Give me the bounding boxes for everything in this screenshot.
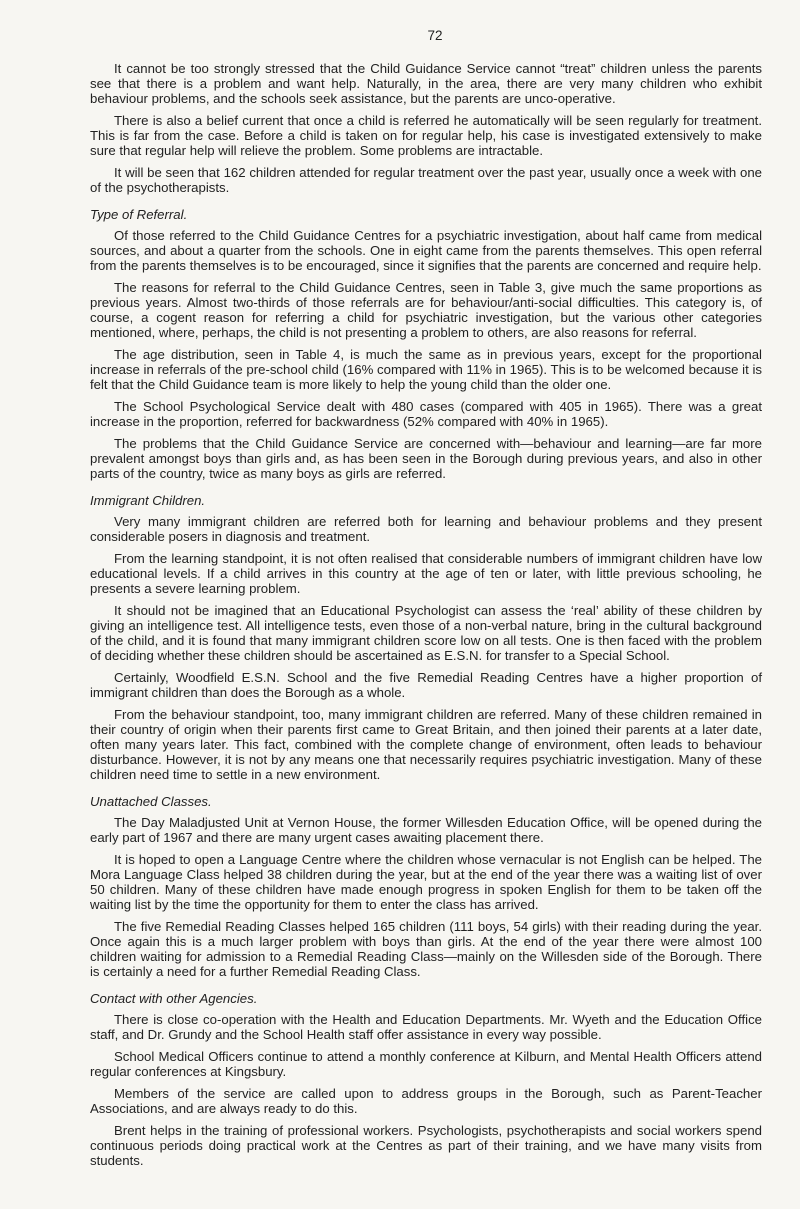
paragraph: From the behaviour standpoint, too, many immigrant children are referred. Many of these children remained in their country of origin when their parents first came to Great Britain, and then joined their parents at a later date, often many years later. This fact, combined with the complete change of environment, often leads to behaviour disturbance. However, it is not by any means one that necessarily requires psychiatric investigation. Many of these children need time to settle in a new environment. — [90, 707, 762, 782]
intro-paragraph-1: It cannot be too strongly stressed that the Child Guidance Service cannot “treat” children unless the parents see that there is a problem and want help. Naturally, in the area, there are very many children who exhibit behaviour problems, and the schools seek assistance, but the parents are unco-operative. — [90, 61, 762, 106]
section-unattached-classes — [90, 794, 762, 979]
paragraph: Very many immigrant children are referred both for learning and behaviour problems and they present considerable posers in diagnosis and treatment. — [90, 514, 762, 544]
section-heading: Contact with other Agencies. — [90, 991, 258, 1006]
paragraph: The problems that the Child Guidance Service are concerned with—behaviour and learning—are far more prevalent amongst boys than girls and, as has been seen in the Borough during previous years, and also in other parts of the country, twice as many boys as girls are referred. — [90, 436, 762, 481]
paragraph: Of those referred to the Child Guidance Centres for a psychiatric investigation, about half came from medical sources, and about a quarter from the schools. One in eight came from the parents themselves. This open referral from the parents themselves is to be encouraged, since it signifies that the parents are concerned and require help. — [90, 228, 762, 273]
section-type-of-referral — [90, 207, 762, 481]
paragraph: There is close co-operation with the Health and Education Departments. Mr. Wyeth and the Education Office staff, and Dr. Grundy and the School Health staff offer assistance in every way possible. — [90, 1012, 762, 1042]
intro-paragraph-3: It will be seen that 162 children attended for regular treatment over the past year, usually once a week with one of the psychotherapists. — [90, 165, 762, 195]
document-page — [90, 28, 762, 1175]
section-contact-with-other-agencies — [90, 991, 762, 1168]
section-heading: Type of Referral. — [90, 207, 188, 222]
paragraph: The Day Maladjusted Unit at Vernon House, the former Willesden Education Office, will be opened during the early part of 1967 and there are many urgent cases awaiting placement there. — [90, 815, 762, 845]
section-heading: Unattached Classes. — [90, 794, 212, 809]
paragraph: The School Psychological Service dealt with 480 cases (compared with 405 in 1965). There was a great increase in the proportion, referred for backwardness (52% compared with 40% in 1965). — [90, 399, 762, 429]
intro-paragraph-2: There is also a belief current that once a child is referred he automatically will be seen regularly for treatment. This is far from the case. Before a child is taken on for regular help, his case is investigated extensively to make sure that regular help will relieve the problem. Some problems are intractable. — [90, 113, 762, 158]
section-immigrant-children — [90, 493, 762, 782]
paragraph: Certainly, Woodfield E.S.N. School and the five Remedial Reading Centres have a higher proportion of immigrant children than does the Borough as a whole. — [90, 670, 762, 700]
paragraph: It is hoped to open a Language Centre where the children whose vernacular is not English can be helped. The Mora Language Class helped 38 children during the year, but at the end of the year there was a waiting list of over 50 children. Many of these children have made enough progress in spoken English for them to be taken off the waiting list by the time the opportunity for them to enter the class has arrived. — [90, 852, 762, 912]
paragraph: School Medical Officers continue to attend a monthly conference at Kilburn, and Mental Health Officers attend regular conferences at Kingsbury. — [90, 1049, 762, 1079]
paragraph: The reasons for referral to the Child Guidance Centres, seen in Table 3, give much the same proportions as previous years. Almost two-thirds of those referrals are for behaviour/anti-social difficulties. This category is, of course, a cogent reason for referring a child for psychiatric investigation, but the various other categories mentioned, where, perhaps, the child is not presenting a problem to others, are also reasons for referral. — [90, 280, 762, 340]
paragraph: Members of the service are called upon to address groups in the Borough, such as Parent-Teacher Associations, and are always ready to do this. — [90, 1086, 762, 1116]
paragraph: The five Remedial Reading Classes helped 165 children (111 boys, 54 girls) with their reading during the year. Once again this is a much larger problem with boys than girls. At the end of the year there were almost 100 children waiting for admission to a Remedial Reading Class—mainly on the Willesden side of the Borough. There is certainly a need for a further Remedial Reading Class. — [90, 919, 762, 979]
paragraph: It should not be imagined that an Educational Psychologist can assess the ‘real’ ability of these children by giving an intelligence test. All intelligence tests, even those of a non-verbal nature, bring in the cultural background of the child, and it is found that many immigrant children score low on all tests. One is then faced with the problem of deciding whether these children should be ascertained as E.S.N. for transfer to a Special School. — [90, 603, 762, 663]
section-heading: Immigrant Children. — [90, 493, 206, 508]
paragraph: From the learning standpoint, it is not often realised that considerable numbers of immigrant children have low educational levels. If a child arrives in this country at the age of ten or later, with little previous schooling, he presents a severe learning problem. — [90, 551, 762, 596]
intro-section — [90, 61, 762, 195]
page-number: 72 — [427, 28, 443, 43]
paragraph: Brent helps in the training of professional workers. Psychologists, psychotherapists and social workers spend continuous periods doing practical work at the Centres as part of their training, and we have many visits from students. — [90, 1123, 762, 1168]
paragraph: The age distribution, seen in Table 4, is much the same as in previous years, except for the proportional increase in referrals of the pre-school child (16% compared with 11% in 1965). This is to be welcomed because it is felt that the Child Guidance team is more likely to help the young child than the older one. — [90, 347, 762, 392]
